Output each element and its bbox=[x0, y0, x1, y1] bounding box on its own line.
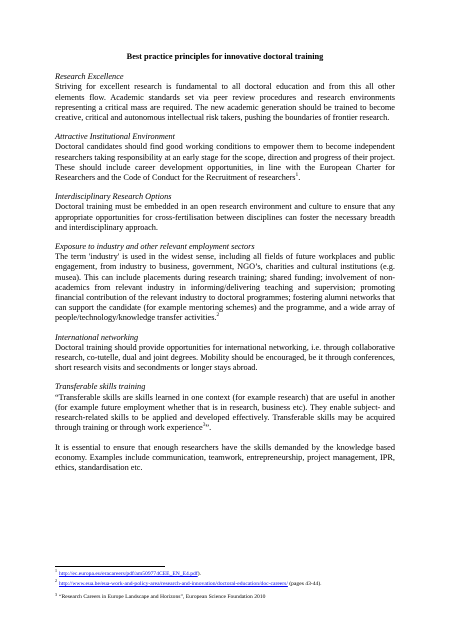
document-title: Best practice principles for innovative doctoral training bbox=[126, 52, 324, 61]
footnote-link[interactable]: http://www.eua.be/eua-work-and-policy-area/research-and-innovation/doctoral-education/doc-careers/ bbox=[59, 581, 288, 588]
footnote-divider bbox=[55, 566, 165, 567]
footnote-2 bbox=[55, 578, 400, 588]
section-body bbox=[55, 252, 395, 323]
footnotes bbox=[55, 568, 400, 605]
section-heading: Exposure to industry and other relevant employment sectors bbox=[55, 242, 255, 252]
document-body bbox=[55, 52, 395, 482]
footnote-number: 3 bbox=[55, 591, 57, 597]
section-heading: Transferable skills training bbox=[55, 382, 146, 392]
footnote-ref[interactable]: 2 bbox=[216, 312, 220, 319]
section-body bbox=[55, 142, 395, 183]
footnote-tail: ). bbox=[197, 571, 201, 577]
footnote-text: “Research Careers in Europe Landscape and Horizons”, European Science Foundation 2010 bbox=[59, 594, 266, 601]
section-research-excellence bbox=[55, 72, 395, 123]
section-body bbox=[55, 343, 395, 374]
section-body bbox=[55, 82, 395, 123]
section-text: Striving for excellent research is fundamental to all doctoral education and from this all other elements flow. Academic standards set via peer review procedures and research environments representing a critical mass are required. The new academic generation should be trained to become creative, critical and autonomous intellectual risk takers, pushing the boundaries of frontier research. bbox=[55, 82, 395, 123]
section-text: “Transferable skills are skills learned in one context (for example research) that are useful in another (for example future employment whether that is in research, business etc). They enable subject- and research-related skills to be applied and developed effectively. Transferable skills may be acquired through training or through work experience bbox=[55, 392, 395, 433]
footnote-3 bbox=[55, 591, 400, 601]
closing-paragraph: It is essential to ensure that enough researchers have the skills demanded by the knowledge based economy. Examples include communication, teamwork, entrepreneurship, project management, IPR, ethics, standardisation etc. bbox=[55, 442, 395, 472]
section-body bbox=[55, 393, 395, 434]
section-heading: Research Excellence bbox=[55, 72, 124, 82]
section-text: The term 'industry' is used in the widest sense, including all fields of future workplaces and public engagement, from industry to business, government, NGO’s, charities and cultural institutions (e.g. musea). This can include placements during research training; shared funding; involvement of non-academics from relevant industry in informing/delivering teaching and supervision; promoting financial contribution of the relevant industry to doctoral programmes; fostering alumni networks that can support the candidate (for example mentoring schemes) and the programme, and a wide array of people/technology/knowledge transfer activities. bbox=[55, 252, 395, 323]
footnote-ref[interactable]: 3 bbox=[202, 422, 206, 429]
section-text: Doctoral training must be embedded in an open research environment and culture to ensure that any appropriate opportunities for cross-fertilisation between disciplines can foster the necessary breadth and interdisciplinary approach. bbox=[55, 202, 395, 232]
section-body bbox=[55, 202, 395, 233]
section-interdisciplinary bbox=[55, 192, 395, 233]
section-text: Doctoral candidates should find good working conditions to empower them to become independent researchers taking responsibility at an early stage for the scope, direction and progress of their project. These should include career development opportunities, in line with the European Charter for Researchers and the Code of Conduct for the Recruitment of researchers bbox=[55, 142, 395, 183]
section-heading: International networking bbox=[55, 332, 139, 342]
section-text-tail: ”. bbox=[205, 423, 212, 433]
footnote-tail: (pages 43-44). bbox=[287, 581, 322, 588]
section-text-tail: . bbox=[298, 173, 301, 183]
section-industry-exposure bbox=[55, 242, 395, 324]
section-heading: Interdisciplinary Research Options bbox=[55, 192, 172, 202]
footnote-number: 1 bbox=[55, 568, 57, 574]
section-transferable-skills bbox=[55, 382, 395, 433]
section-international-networking bbox=[55, 333, 395, 374]
footnote-number: 2 bbox=[55, 578, 57, 584]
footnote-1 bbox=[55, 568, 400, 578]
section-heading: Attractive Institutional Environment bbox=[55, 132, 175, 142]
section-institutional-environment bbox=[55, 132, 395, 183]
section-text: Doctoral training should provide opportunities for international networking, i.e. through collaborative research, co-tutelle, dual and joint degrees. Mobility should be encouraged, be it through conferences, short research visits and secondments or longer stays abroad. bbox=[55, 342, 395, 373]
footnote-ref[interactable]: 1 bbox=[295, 172, 299, 179]
footnote-link[interactable]: http://ec.europa.eu/eracareers/pdf/am509774CEE_EN_E4.pdf bbox=[59, 571, 198, 577]
